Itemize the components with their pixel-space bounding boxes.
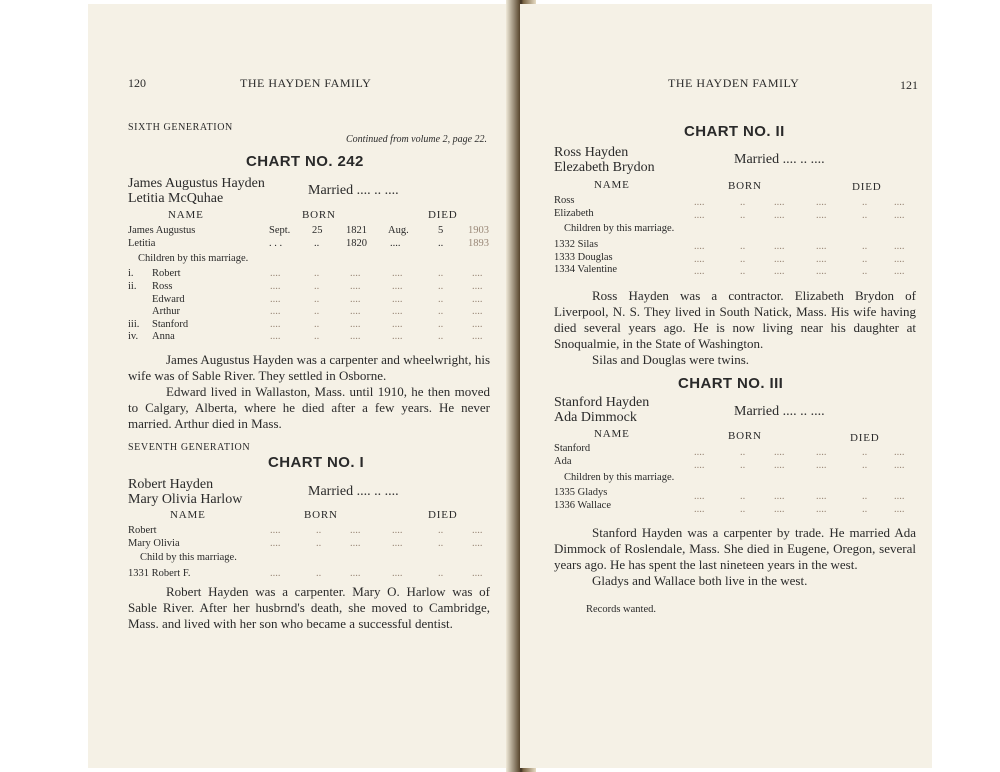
dots: .... — [694, 197, 705, 208]
dots: .. — [740, 266, 746, 277]
dots: .... — [392, 319, 403, 330]
dots: .. — [862, 197, 868, 208]
table-row-name: Robert — [128, 525, 157, 536]
dots: .. — [740, 504, 746, 515]
dots: .... — [816, 241, 827, 252]
dots: .. — [438, 538, 444, 549]
dots: .... — [816, 460, 827, 471]
paragraph: James Augustus Hayden was a carpenter and wheelwright, his wife was of Sable River. They settled in Osborne. — [128, 352, 490, 383]
narrative-text — [554, 288, 916, 368]
paragraph: Gladys and Wallace both live in the west. — [592, 573, 808, 588]
col-name-header: NAME — [168, 209, 204, 221]
dots: .... — [472, 538, 483, 549]
dots: .... — [270, 568, 281, 579]
born-year: 1821 — [346, 225, 367, 236]
dots: .... — [694, 447, 705, 458]
dots: .. — [862, 504, 868, 515]
dots: .... — [472, 319, 483, 330]
chart-title: CHART NO. III — [678, 375, 784, 392]
dots: .... — [472, 331, 483, 342]
dots: .... — [894, 197, 905, 208]
child-name: Stanford — [152, 319, 189, 330]
generation-label: SEVENTH GENERATION — [128, 442, 251, 453]
dots: .... — [350, 294, 361, 305]
dots: .. — [438, 294, 444, 305]
dots: .... — [350, 268, 361, 279]
col-born-header: BORN — [728, 180, 762, 192]
dots: .. — [438, 319, 444, 330]
born-month: . . . — [269, 238, 283, 249]
dots: .. — [862, 210, 868, 221]
col-name-header: NAME — [170, 509, 206, 521]
dots: .... — [270, 306, 281, 317]
child-number: iii. — [128, 319, 140, 330]
dots: .... — [472, 568, 483, 579]
dots: .... — [894, 254, 905, 265]
col-died-header: DIED — [428, 209, 458, 221]
dots: .... — [774, 210, 785, 221]
col-name-header: NAME — [594, 179, 630, 191]
narrative-text — [128, 352, 490, 432]
dots: .. — [314, 294, 320, 305]
narrative-text — [128, 584, 490, 632]
dots: .. — [740, 197, 746, 208]
child-name: 1332 Silas — [554, 239, 599, 250]
dots: .. — [438, 281, 444, 292]
dots: .. — [316, 568, 322, 579]
dots: .. — [314, 319, 320, 330]
dots: .... — [350, 319, 361, 330]
dots: .... — [694, 241, 705, 252]
page-number: 120 — [128, 76, 146, 90]
paragraph: Silas and Douglas were twins. — [592, 352, 750, 367]
dots: .... — [392, 568, 403, 579]
table-row-name: Letitia — [128, 238, 156, 249]
husband-name: Robert Hayden — [128, 477, 214, 492]
dots: .. — [862, 241, 868, 252]
wife-name: Elezabeth Brydon — [554, 160, 655, 175]
paragraph: Edward lived in Wallaston, Mass. until 1910, he then moved to Calgary, Alberta, where he died after a few years. He never married. Arthur died in Mass. — [128, 384, 490, 431]
dots: .. — [862, 266, 868, 277]
dots: .. — [862, 254, 868, 265]
dots: .. — [316, 525, 322, 536]
dots: .... — [816, 210, 827, 221]
dots: .... — [472, 525, 483, 536]
narrative-text — [554, 525, 916, 589]
col-died-header: DIED — [850, 432, 880, 444]
child-name: Arthur — [152, 306, 180, 317]
dots: .... — [270, 525, 281, 536]
col-died-header: DIED — [852, 181, 882, 193]
dots: .. — [438, 268, 444, 279]
born-day: .. — [314, 238, 320, 249]
dots: .. — [740, 254, 746, 265]
dots: .. — [740, 491, 746, 502]
chart-title: CHART NO. I — [268, 454, 365, 471]
dots: .... — [894, 241, 905, 252]
dots: .. — [314, 306, 320, 317]
paragraph: Robert Hayden was a carpenter. Mary O. Harlow was of Sable River. After her husbrnd's death, she moved to Cambridge, Mass. and lived with her son who became a successful dentist. — [128, 584, 490, 631]
died-day: 5 — [438, 225, 444, 236]
dots: .... — [774, 460, 785, 471]
wife-name: Mary Olivia Harlow — [128, 492, 243, 507]
paragraph: Stanford Hayden was a carpenter by trade. He married Ada Dimmock of Roslendale, Mass. She died in Eugene, Oregon, several years ago. He has spent the last nineteen years in the west. — [554, 525, 916, 572]
dots: .... — [694, 491, 705, 502]
dots: .... — [392, 525, 403, 536]
dots: .... — [774, 254, 785, 265]
dots: .. — [438, 306, 444, 317]
married-date: Married .... .. .... — [734, 404, 825, 419]
born-month: Sept. — [269, 225, 291, 236]
child-name: 1333 Douglas — [554, 252, 613, 263]
child-name: Edward — [152, 294, 185, 305]
dots: .... — [472, 306, 483, 317]
dots: .... — [816, 447, 827, 458]
table-row-name: Ada — [554, 456, 572, 467]
dots: .... — [894, 504, 905, 515]
dots: .. — [862, 460, 868, 471]
dots: .... — [774, 504, 785, 515]
children-label: Child by this marriage. — [140, 552, 237, 563]
col-born-header: BORN — [728, 430, 762, 442]
dots: .... — [774, 266, 785, 277]
children-label: Children by this marriage. — [138, 253, 249, 264]
dots: .... — [894, 460, 905, 471]
dots: .... — [694, 254, 705, 265]
died-month: Aug. — [388, 225, 409, 236]
table-row-name: Ross — [554, 195, 575, 206]
table-row-name: James Augustus — [128, 225, 196, 236]
child-number: ii. — [128, 281, 137, 292]
child-name: Anna — [152, 331, 175, 342]
dots: .... — [350, 331, 361, 342]
right-page — [520, 4, 932, 768]
dots: .... — [392, 306, 403, 317]
dots: .... — [816, 254, 827, 265]
dots: .... — [270, 331, 281, 342]
married-date: Married .... .. .... — [734, 152, 825, 167]
dots: .... — [350, 568, 361, 579]
dots: .. — [316, 538, 322, 549]
dots: .. — [314, 331, 320, 342]
page-number: 121 — [900, 78, 918, 92]
dots: .. — [862, 491, 868, 502]
dots: .... — [894, 447, 905, 458]
dots: .... — [270, 281, 281, 292]
dots: .... — [774, 447, 785, 458]
dots: .... — [392, 538, 403, 549]
married-date: Married .... .. .... — [308, 484, 399, 499]
chart-title: CHART NO. II — [684, 123, 785, 140]
children-label: Children by this marriage. — [564, 223, 675, 234]
table-row-name: Mary Olivia — [128, 538, 180, 549]
dots: .. — [740, 447, 746, 458]
dots: .... — [350, 525, 361, 536]
dots: .... — [472, 281, 483, 292]
paragraph: Ross Hayden was a contractor. Elizabeth Brydon of Liverpool, N. S. They lived in South Natick, Mass. His wife having died several years ago. He is now living near his daughter at Snoqualmie, in the State of Washington. — [554, 288, 916, 351]
dots: .... — [392, 268, 403, 279]
dots: .... — [816, 197, 827, 208]
dots: .. — [314, 268, 320, 279]
dots: .... — [894, 266, 905, 277]
dots: .... — [270, 294, 281, 305]
born-year: 1820 — [346, 238, 367, 249]
records-note: Records wanted. — [586, 604, 656, 615]
dots: .. — [740, 460, 746, 471]
child-name: Robert — [152, 268, 181, 279]
died-year: 1893 — [468, 238, 489, 249]
dots: .... — [774, 241, 785, 252]
husband-name: Stanford Hayden — [554, 395, 650, 410]
child-name: 1336 Wallace — [554, 500, 611, 511]
wife-name: Letitia McQuhae — [128, 191, 224, 206]
dots: .... — [694, 504, 705, 515]
dots: .... — [894, 491, 905, 502]
col-name-header: NAME — [594, 428, 630, 440]
dots: .... — [350, 281, 361, 292]
table-row-name: Elizabeth — [554, 208, 594, 219]
left-page — [88, 4, 516, 768]
died-year: 1903 — [468, 225, 489, 236]
dots: .... — [392, 281, 403, 292]
dots: .... — [392, 331, 403, 342]
dots: .... — [894, 210, 905, 221]
husband-name: James Augustus Hayden — [128, 176, 265, 191]
dots: .. — [438, 568, 444, 579]
generation-label: SIXTH GENERATION — [128, 122, 233, 133]
col-died-header: DIED — [428, 509, 458, 521]
running-head: THE HAYDEN FAMILY — [240, 76, 372, 90]
dots: .... — [816, 504, 827, 515]
married-date: Married .... .. .... — [308, 183, 399, 198]
dots: .... — [816, 266, 827, 277]
child-number: i. — [128, 268, 134, 279]
dots: .. — [438, 331, 444, 342]
died-month: .... — [390, 238, 401, 249]
child-name: 1331 Robert F. — [128, 568, 191, 579]
dots: .. — [314, 281, 320, 292]
dots: .... — [472, 268, 483, 279]
dots: .. — [438, 525, 444, 536]
col-born-header: BORN — [304, 509, 338, 521]
dots: .. — [740, 210, 746, 221]
dots: .... — [816, 491, 827, 502]
dots: .... — [694, 210, 705, 221]
chart-title: CHART NO. 242 — [246, 153, 364, 170]
continued-note: Continued from volume 2, page 22. — [346, 134, 488, 145]
dots: .... — [270, 538, 281, 549]
child-number: iv. — [128, 331, 139, 342]
born-day: 25 — [312, 225, 323, 236]
husband-name: Ross Hayden — [554, 145, 629, 160]
dots: .... — [694, 460, 705, 471]
dots: .... — [774, 197, 785, 208]
dots: .... — [694, 266, 705, 277]
dots: .... — [350, 538, 361, 549]
dots: .. — [862, 447, 868, 458]
dots: .... — [270, 319, 281, 330]
wife-name: Ada Dimmock — [554, 410, 637, 425]
dots: .... — [270, 268, 281, 279]
children-label: Children by this marriage. — [564, 472, 675, 483]
child-name: 1335 Gladys — [554, 487, 608, 498]
dots: .. — [740, 241, 746, 252]
died-day: .. — [438, 238, 444, 249]
dots: .... — [774, 491, 785, 502]
child-name: Ross — [152, 281, 173, 292]
table-row-name: Stanford — [554, 443, 591, 454]
child-name: 1334 Valentine — [554, 264, 618, 275]
col-born-header: BORN — [302, 209, 336, 221]
dots: .... — [350, 306, 361, 317]
dots: .... — [472, 294, 483, 305]
dots: .... — [392, 294, 403, 305]
running-head: THE HAYDEN FAMILY — [668, 76, 800, 90]
